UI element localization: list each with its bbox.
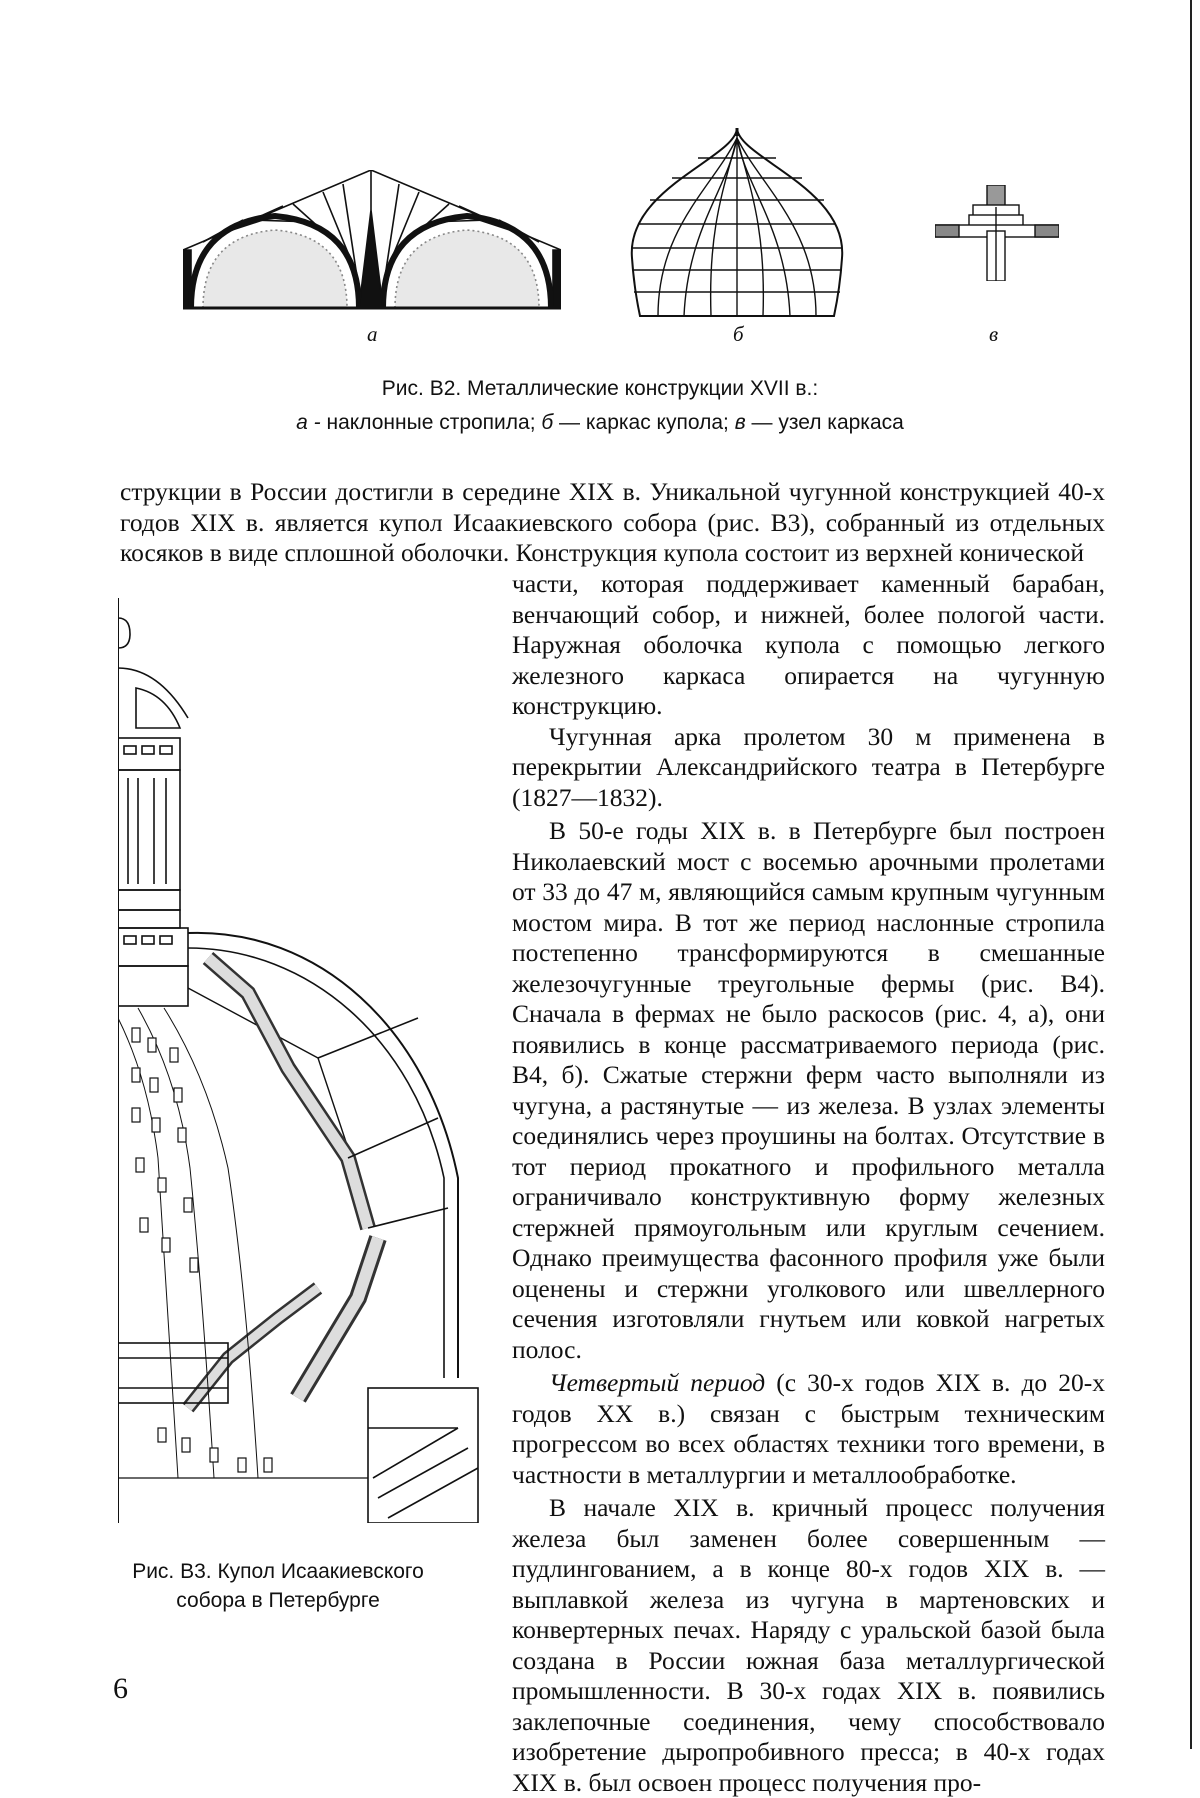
- figure-b2-label-b: б: [733, 322, 744, 346]
- caption-letter-v: в: [734, 411, 746, 434]
- page-edge-line: [1190, 0, 1192, 1749]
- paragraph-2: Чугунная арка пролетом 30 м применена в перекрытии Александрийского театра в Петербурге (1827—1832).: [512, 721, 1105, 812]
- body-text-full-width: струкции в России достигли в середине XIX в. Уникальной чугунной конструкцией 40-х годов XIX в. является купол Исаакиевского собора (рис. В3), собранный из отдельных косяков в виде сплошной оболочки. Конструкция купола состоит из верхней конической: [120, 477, 1105, 567]
- paragraph-1-continuation: части, которая поддерживает каменный барабан, венчающий собор, и нижней, более пологой части. Наружная оболочка купола с помощью легкого железного каркаса опирается на чугунную конструкцию.: [512, 569, 1105, 720]
- caption-text-a: наклонные стропила;: [326, 411, 536, 434]
- paragraph-4-text: (с 30-х годов XIX в. до 20-х годов XX в.) связан с быстрым техническим прогрессом во всех областях техники того времени, в частности в металлургии и металлообработке.: [512, 1368, 1105, 1489]
- figure-b2-a-rafters: [183, 170, 561, 316]
- paragraph-3: В 50-е годы XIX в. в Петербурге был построен Николаевский мост с восемью арочными пролетами от 33 до 47 м, являющийся самым крупным чугунным мостом мира. В тот же период наслонные стропила постепенно трансформируются в смешанные железочугунные треугольные фермы (рис. В4). Сначала в фермах не было раскосов (рис. 4, а), они появились в конце рассматриваемого периода (рис. В4, б). Сжатые стержни ферм часто выполняли из чугуна, а растянутые — из железа. В узлах элементы соединялись через проушины на болтах. Отсутствие в тот период прокатного и профильного металла ограничивало конструктивную форму железных стержней прямоугольным или круглым сечением. Однако преимущества фасонного профиля уже были оценены и стержни уголкового или швеллерного сечения изготовляли гнутьем или ковкой нагретых полос.: [512, 816, 1105, 1364]
- caption-text-b: — каркас купола;: [559, 411, 729, 434]
- period-heading: Четвертый период: [549, 1368, 766, 1397]
- caption-letter-b: б: [541, 411, 554, 434]
- page-number: 6: [113, 1672, 128, 1705]
- figure-b2-label-a: а: [367, 322, 378, 346]
- figure-b3-caption: [108, 1557, 448, 1615]
- caption-text-v: — узел каркаса: [751, 411, 904, 434]
- paragraph-4: [512, 1368, 1105, 1490]
- paragraph-5: В начале XIX в. кричный процесс получения железа был заменен более совершенным — пудлингованием, а в конце 80-х годов XIX в. — выплавкой железа из чугуна в мартеновских и конвертерных печах. Наряду с уральской базой была создана в России южная база металлургической промышленности. В 30-х годах XIX в. появились заклепочные соединения, чему способствовало изобретение дыропробивного пресса; в 40-х годах XIX в. был освоен процесс получения про-: [512, 1493, 1105, 1797]
- figure-b2-caption-legend: [200, 406, 1000, 440]
- caption-letter-a: а -: [296, 411, 321, 434]
- figure-b2-b-dome-frame: [628, 128, 846, 318]
- figure-b3-caption-line2: собора в Петербурге: [176, 1589, 380, 1612]
- figure-b3-caption-line1: Рис. В3. Купол Исаакиевского: [132, 1560, 424, 1583]
- figure-b2-caption-title: Рис. В2. Металлические конструкции XVII в.:: [381, 377, 819, 400]
- figure-b3-dome-section: [118, 598, 480, 1523]
- figure-b2-v-frame-node: [935, 185, 1059, 281]
- body-text-column: [512, 569, 1105, 1798]
- figure-b2-label-v: в: [989, 322, 999, 346]
- figure-b2-caption: [200, 372, 1000, 440]
